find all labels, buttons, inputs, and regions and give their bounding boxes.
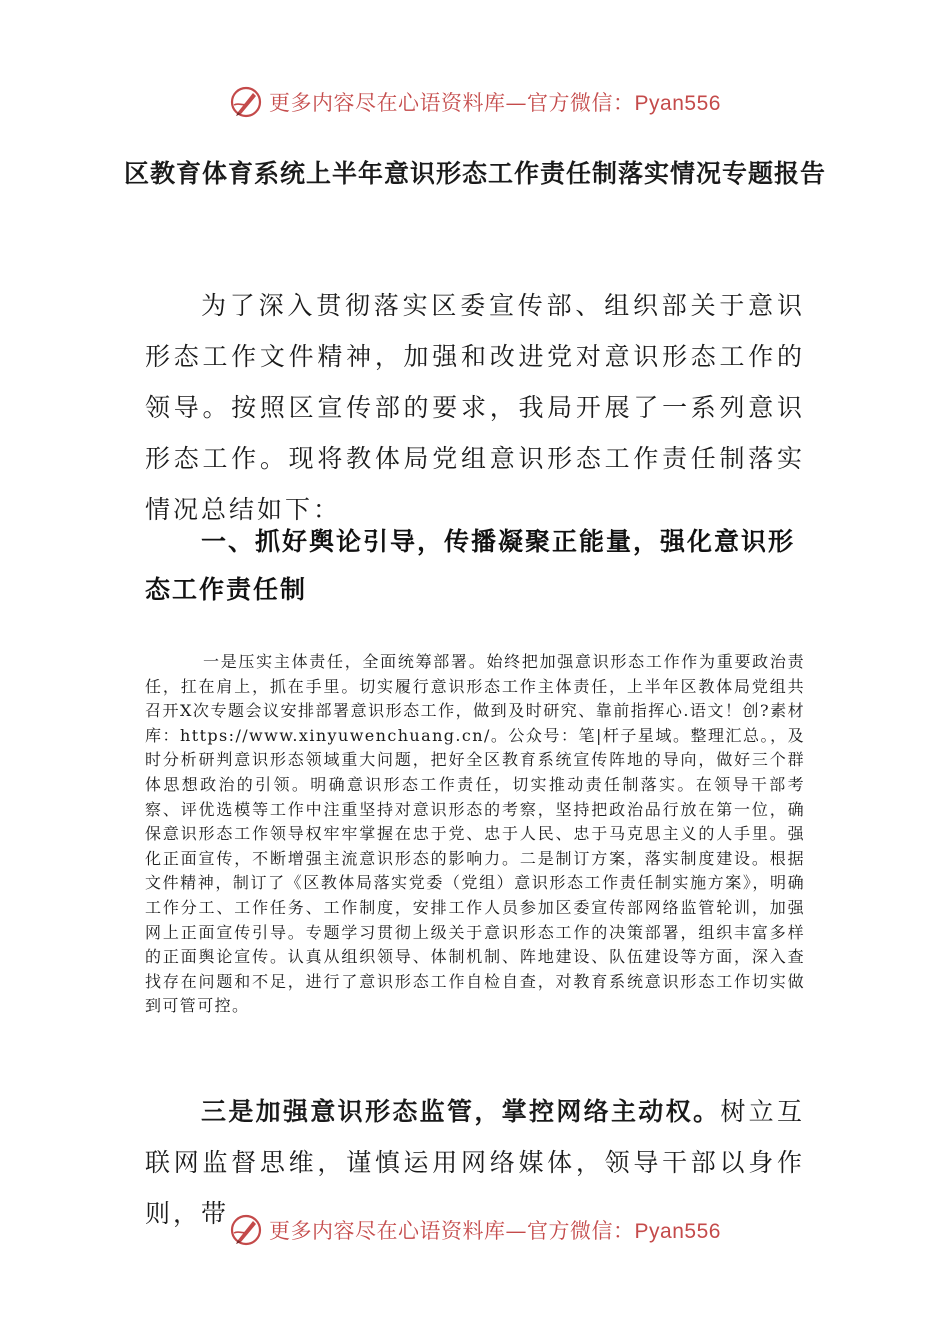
intro-paragraph: 为了深入贯彻落实区委宣传部、组织部关于意识形态工作文件精神，加强和改进党对意识形态工作的领导。按照区宣传部的要求，我局开展了一系列意识形态工作。现将教体局党组意识形态工作责任制落实情况总结如下： — [145, 291, 805, 524]
banner-text: 更多内容尽在心语资料库—官方微信：Pyan556 — [269, 1219, 721, 1243]
banner-text: 更多内容尽在心语资料库—官方微信：Pyan556 — [269, 91, 721, 115]
paragraph-3-text: 树立互联网监督思维，谨慎运用网络媒体，领导干部以身作则，带 — [145, 1097, 805, 1228]
document-title: 区教育体育系统上半年意识形态工作责任制落实情况专题报告 — [123, 159, 826, 188]
section-heading-1: 一、抓好舆论引导，传播凝聚正能量，强化意识形态工作责任制 — [145, 527, 796, 604]
header-banner — [0, 82, 950, 122]
pen-logo-icon — [229, 85, 263, 119]
pen-logo-icon — [229, 1213, 263, 1247]
body-paragraph-small: 一是压实主体责任，全面统筹部署。始终把加强意识形态工作作为重要政治责任，扛在肩上，抓在手里。切实履行意识形态工作主体责任，上半年区教体局党组共召开X次专题会议安排部署意识形态工作，做到及时研究、靠前指挥心.语文！创?素材库：https://www.xinyuwenchuang.cn/。公众号：笔|杆子星域。整理汇总。，及时分析研判意识形态领域重大问题，把好全区教育系统宣传阵地的导向，做好三个群体思想政治的引领。明确意识形态工作责任，切实推动责任制落实。在领导干部考察、评优选模等工作中注重坚持对意识形态的考察，坚持把政治品行放在第一位，确保意识形态工作领导权牢牢掌握在忠于党、忠于人民、忠于马克思主义的人手里。强化正面宣传，不断增强主流意识形态的影响力。二是制订方案，落实制度建设。根据文件精神，制订了《区教体局落实党委（党组）意识形态工作责任制实施方案》，明确工作分工、工作任务、工作制度，安排工作人员参加区委宣传部网络监管轮训，加强网上正面宣传引导。专题学习贯彻上级关于意识形态工作的决策部署，组织丰富多样的正面舆论宣传。认真从组织领导、体制机制、阵地建设、队伍建设等方面，深入查找存在问题和不足，进行了意识形态工作自检自查，对教育系统意识形态工作切实做到可管可控。 — [145, 652, 805, 1016]
footer-banner — [0, 1210, 950, 1250]
wechat-id: Pyan556 — [634, 1220, 721, 1243]
wechat-id: Pyan556 — [634, 92, 721, 115]
paragraph-3-lead: 三是加强意识形态监管，掌控网络主动权。 — [201, 1097, 721, 1126]
